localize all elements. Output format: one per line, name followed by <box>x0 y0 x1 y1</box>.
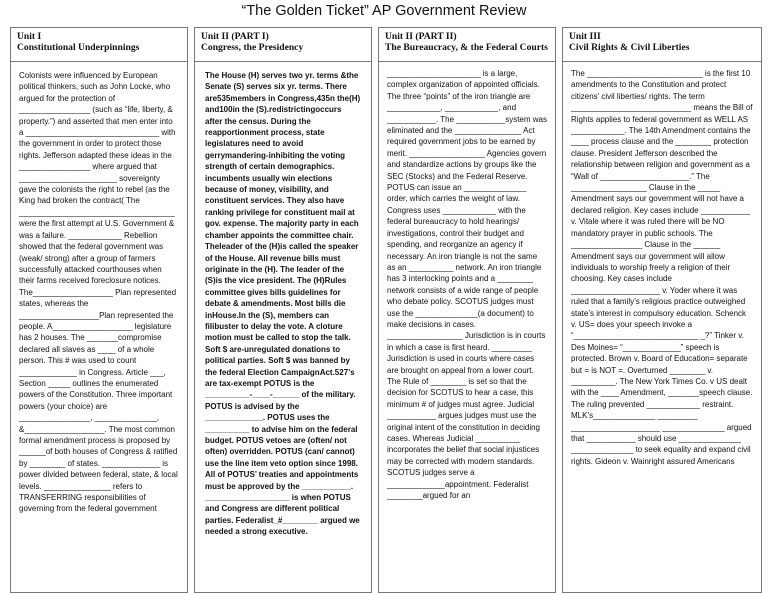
unit-1-heading-line1: Unit I <box>17 31 42 42</box>
unit-2-part-2-column <box>378 27 556 593</box>
unit-3-column <box>562 27 762 593</box>
unit-2-part-2-heading <box>379 28 555 62</box>
unit-2-part-1-text: The House (H) serves two yr. terms &the Senate (S) serves six yr. terms. There are535members in Congress,435n the(H) and100in the (S).redistrictingoccurs after the census. During the reapportionment process, state legislatures need to avoid gerrymandering-inhibiting the voting strength of certain demographics. incumbents usually win elections because of money, visibility, and constituent services. They also have ranking privilege for constituent mail at gov. expense. The majority party in each chamber appoints the committee chair. Theleader of the (H)is called the speaker of the House. All revenue bills must originate in the (H). The leader of the (S)is the vice president. The (H)Rules committee gives bills guidelines for debate & amendments. Most bills die inHouse.In the (S), members can filibuster to delay the vote. A cloture motion must be called to stop the talk. Soft $ are-unregulated donations to political parties. Soft $ was banned by the federal Election CampaignAct.527’s are tax-exempt POTUS is the __________-____-______ of the military. POTUS is advised by the _____________. POTUS uses the __________ to advise him on the federal budget. POTUS vetoes are (often/ not often) overridden. POTUS (can/ cannot) use the line item veto option since 1998. All of POTUS’ treaties and appointments must be approved by the ___________. ___________________ is when POTUS and Congress are different political parties. Federalist_#________ argued we needed a strong executive. <box>205 71 361 537</box>
unit-2-part-1-column <box>194 27 372 593</box>
review-grid <box>10 27 762 593</box>
unit-3-heading-line2: Civil Rights & Civil Liberties <box>569 42 690 53</box>
unit-1-heading-line2: Constitutional Underpinnings <box>17 42 140 53</box>
unit-1-heading <box>11 28 187 62</box>
unit-1-column <box>10 27 188 593</box>
unit-2-part-2-text: _____________________ is a large, complex organization of appointed officials. The three “points” of the iron triangle are ____________, ____________, and ___________. The ___________system was eliminated and the _______________ Act required government jobs to be earned by merit. _________________ Agencies govern and standardize actions by groups like the SEC (Stocks) and the Federal Reserve. POTUS can issue an ______________ order, which carries the weight of law. Congress uses ____________ with the federal bureaucracy to hold hearings/ investigations, control their budget and spending, and reorganize an agency if necessary. An iron triangle is not the same as an __________ network. An iron triangle has 3 interlocking points and a ________ network consists of a wide range of people who debate policy. SCOTUS judges must use the ______________(a document) to make decisions in cases. _________________ Jurisdiction is in courts in which a case is first heard. _________ Jurisdiction is used in courts where cases are brought on appeal from a lower court. The Rule of ________ is set so that the decision for SCOTUS to hear a case, this minimum # of judges must agree. Judicial ___________ argues judges must use the original intent of the constitution in deciding cases. Whereas Judicial __________ incorporates the belief that social injustices may be corrected with modern standards. SCOTUS judges serve a _____________appointment. Federalist ________argued for an <box>387 69 547 501</box>
page-title: “The Golden Ticket” AP Government Review <box>241 3 527 19</box>
unit-2-part-1-heading-line1: Unit II (PART I) <box>201 31 269 42</box>
unit-2-part-1-heading-line2: Congress, the Presidency <box>201 42 304 53</box>
unit-1-text: Colonists were influenced by European political thinkers, such as John Locke, who argued for the protection of ________________ (such as “life, liberty, & property.”) and asserted that men enter into a ______________________________ with the government in order to protect those rights. Jefferson adapted these ideas in the ________________ where argued that ______________________ sovereignty gave the colonists the right to rebel (as the King had broken the contract( The ___________________________________ were the first attempt at U.S. Government & was a failure. ____________ Rebellion showed that the federal government was (weak/ strong) after a group of farmers successfully attacked courthouses when their farms received foreclosure notices. The__________________ Plan represented states, whereas the __________________Plan represented the people. A__________________ legislature has 2 houses. The _______compromise declared all slaves as ____ of a whole person. This # was used to count _____________ in Congress. Article ___, Section _____ outlines the enumerated powers of the Constitution. Three important powers (your choice) are ________________, ______________, &__________________. The most common formal amendment process is proposed by ______of both houses of Congress & ratified by ________ of states. _____________ is power divided between federal, state, & local levels. _______________ refers to TRANSFERRING responsibilities of governing from the federal government <box>19 71 178 514</box>
unit-3-text: The __________________________ is the first 10 amendments to the Constitution and protect citizens’ civil liberties/ rights. The term ___________________________ means the Bill of Rights applies to federal government as WELL AS ____________. The 14th Amendment contains the ____ process clause and the ________ protection clause. President Jefferson described the relationship between religion and government as a “Wall of ____________________.” The _________________ Clause in the _____ Amendment says our government will not have a declared religion. Key cases include ___________ v. Vitale where it was ruled there will be NO mandatory prayer in public schools. The ________________ Clause in the ______ Amendment says our government will allow individuals to worship freely a religion of their choosing. Key cases include ____________________ v. Yoder where it was ruled that a family’s religious practice outweighed state’s interest in compulsory education. Schenck v. US= does your speech invoke a “____________________________ _?” Tinker v. Des Moines= “_____________” speech is protected. Brown v. Board of Education= separate but = is NOT =. Overturned ________ v. __________. The New York Times Co. v US dealt with the ____ Amendment, _______speech clause. The ruling prevented ____________ restraint. MLK’s______________ _________ ____________________ ______________ argued that ___________ should use ______________ ______________ to seek equality and expand civil rights. Gideon v. Wainright assured Americans <box>571 69 753 466</box>
unit-2-part-1-heading <box>195 28 371 62</box>
unit-3-heading-line1: Unit III <box>569 31 601 42</box>
unit-2-part-2-heading-line2: The Bureaucracy, & the Federal Courts <box>385 42 548 53</box>
unit-3-heading <box>563 28 761 62</box>
unit-2-part-2-heading-line1: Unit II (PART II) <box>385 31 457 42</box>
